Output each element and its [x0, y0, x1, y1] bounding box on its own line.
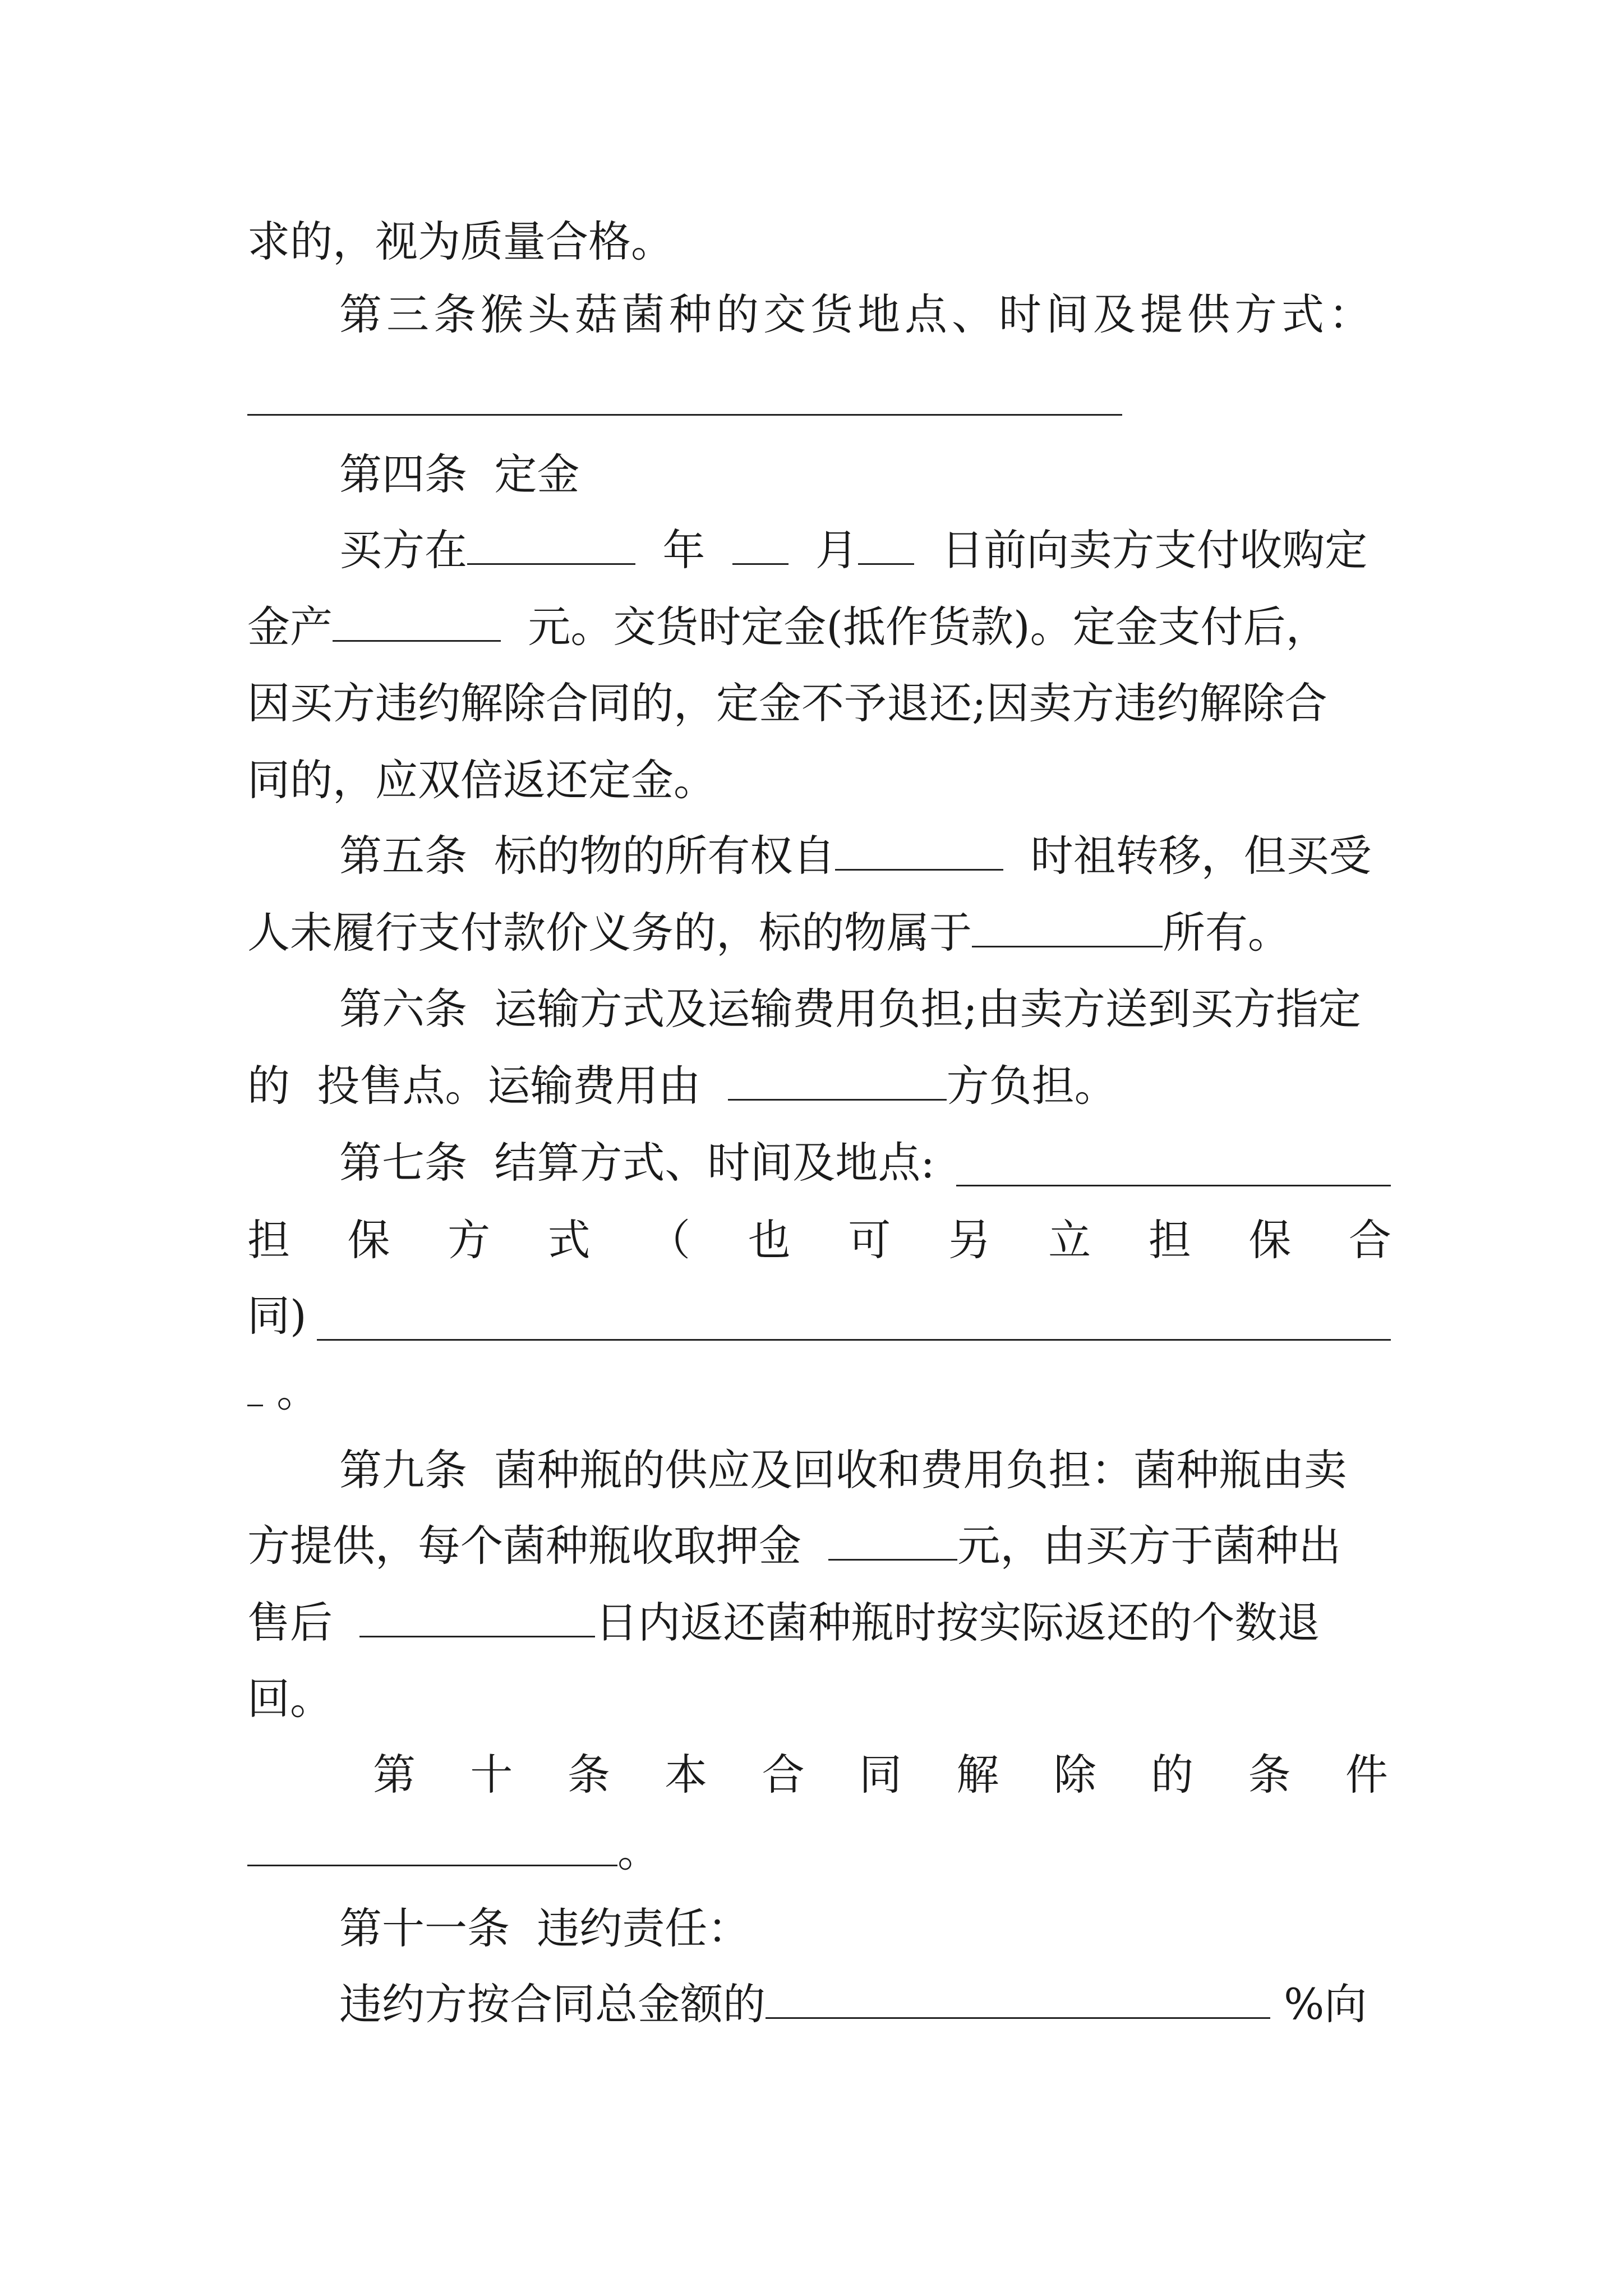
text-segment: 。	[276, 1366, 320, 1416]
article-11-heading: 第十一条 违约责任：	[339, 1903, 750, 1953]
text-segment: 买方在	[339, 525, 467, 575]
char: 同	[859, 1750, 902, 1800]
char: 件	[1345, 1750, 1388, 1800]
article-6-line: 第六条 运输方式及运输费用负担;由卖方送到买方指定	[339, 984, 1361, 1034]
char: 条	[567, 1750, 610, 1800]
char: 另	[948, 1215, 991, 1265]
blank-underline	[766, 1979, 1270, 2019]
paragraph-line	[339, 524, 1367, 576]
char: 合	[762, 1750, 805, 1800]
paragraph-line: 同的，应双倍返还定金。	[247, 755, 716, 805]
article-10-line	[373, 1749, 1388, 1800]
char: 保	[1248, 1215, 1292, 1265]
article-9-line: 第九条 菌种瓶的供应及回收和费用负担：菌种瓶由卖	[339, 1445, 1347, 1495]
text-segment: 违约方按合同总金额的	[339, 1979, 766, 2029]
blank-underline	[333, 602, 501, 642]
text-segment: 时祖转移，但买受	[1030, 831, 1372, 881]
text-segment: %向	[1284, 1979, 1367, 2029]
text-segment: 方提供，每个菌种瓶收取押金	[247, 1521, 801, 1571]
text-segment: 月	[815, 525, 858, 575]
char: 十	[470, 1750, 513, 1800]
char: 合	[1348, 1215, 1391, 1265]
text-segment: 人未履行支付款价义务的，标的物属于	[247, 908, 972, 958]
char: 保	[347, 1215, 390, 1265]
char: （	[648, 1215, 691, 1265]
paragraph-line	[339, 1978, 1367, 2030]
paragraph-line: 求的，视为质量合格。	[247, 217, 674, 266]
text-segment: 元，由买方于菌种出	[957, 1521, 1341, 1571]
article-4-heading: 第四条 定金	[339, 449, 580, 499]
paragraph-line	[247, 1366, 319, 1417]
text-segment: 金产	[247, 602, 333, 652]
char: 本	[665, 1750, 708, 1800]
char: 可	[848, 1215, 891, 1265]
blank-underline	[732, 525, 789, 565]
text-segment: 元。交货时定金(抵作货款)。定金支付后，	[528, 602, 1329, 652]
blank-underline	[247, 414, 1122, 416]
text-segment: 方负担。	[946, 1061, 1117, 1111]
article-3-heading: 第三条猴头菇菌种的交货地点、时间及提供方式：	[339, 289, 1376, 339]
text-segment: 日前向卖方支付收购定	[941, 525, 1368, 575]
char: 的	[1151, 1750, 1194, 1800]
char: 除	[1053, 1750, 1096, 1800]
text-segment: 。	[617, 1826, 660, 1876]
paragraph-line	[247, 907, 1290, 958]
text-segment: 年	[662, 525, 706, 575]
paragraph-line	[247, 601, 1329, 652]
char: 方	[448, 1215, 491, 1265]
blank-underline	[247, 1826, 617, 1866]
blank-underline	[728, 1061, 947, 1101]
char: 条	[1248, 1750, 1291, 1800]
paragraph-line: 回。	[247, 1674, 333, 1724]
paragraph-line	[247, 1597, 1320, 1648]
article-5-line	[339, 830, 1372, 881]
text-segment: 第七条 结算方式、时间及地点:	[339, 1138, 935, 1188]
char: 式	[547, 1215, 591, 1265]
blank-underline	[247, 1366, 263, 1406]
char: 担	[1148, 1215, 1191, 1265]
text-segment: 日内返还菌种瓶时按实际返还的个数退	[595, 1598, 1320, 1648]
blank-underline	[467, 525, 635, 565]
text-segment: 的 投售点。运输费用由	[247, 1061, 701, 1111]
blank-underline	[972, 908, 1163, 947]
char: 解	[956, 1750, 999, 1800]
char: 也	[748, 1215, 791, 1265]
blank-underline	[359, 1598, 595, 1637]
blank-underline	[317, 1339, 1391, 1341]
blank-underline	[956, 1185, 1391, 1186]
guarantee-line	[247, 1214, 1391, 1266]
char: 立	[1048, 1215, 1091, 1265]
text-segment: 所有。	[1163, 908, 1290, 958]
text-segment: 售后	[247, 1598, 333, 1648]
text-segment: 第五条 标的物的所有权自	[339, 831, 836, 881]
paragraph-line	[247, 1060, 1117, 1111]
paragraph-line	[247, 1520, 1341, 1571]
article-7-line	[339, 1137, 935, 1188]
paragraph-line: 同)	[247, 1291, 307, 1341]
char: 第	[373, 1750, 416, 1800]
char: 担	[247, 1215, 290, 1265]
paragraph-line	[247, 1826, 660, 1877]
blank-underline	[858, 525, 914, 565]
blank-underline	[835, 831, 1003, 871]
paragraph-line: 因买方违约解除合同的，定金不予退还;因卖方违约解除合	[247, 678, 1327, 728]
blank-underline	[828, 1521, 957, 1561]
